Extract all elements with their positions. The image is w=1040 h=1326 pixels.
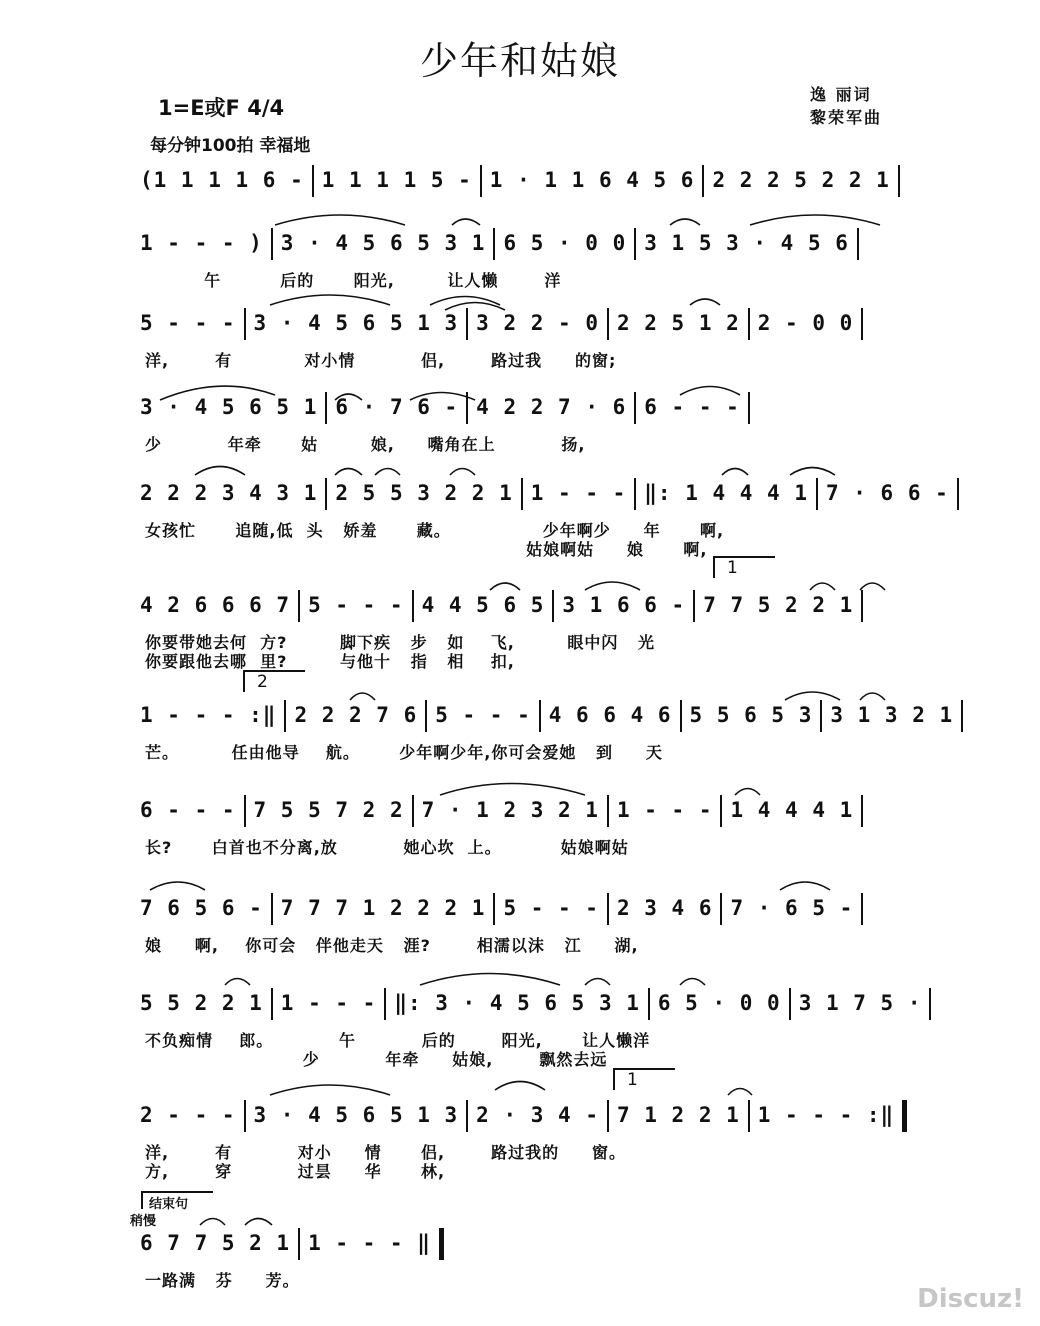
slur [195, 467, 245, 476]
measure: 3 1 6 6 - [562, 593, 686, 617]
measure: 7 · 6 6 - [825, 481, 949, 505]
slur [722, 469, 748, 476]
slur [200, 1219, 225, 1226]
measure: 1 4 4 4 1 [730, 798, 854, 822]
measure: 1 - - - ‖ [308, 1231, 431, 1255]
slur [245, 1219, 272, 1226]
slur [275, 215, 405, 225]
slur [420, 974, 560, 986]
measure: 7 6 5 6 - [140, 896, 263, 920]
measure: 2 - 0 0 [757, 311, 854, 335]
measure: 5 - - - [435, 703, 531, 727]
measure: 6 7 7 5 2 1 [140, 1231, 291, 1255]
tempo-marking: 每分钟100拍 幸福地 [150, 136, 311, 156]
slur [585, 582, 640, 590]
measure: 2 2 5 1 2 [616, 311, 740, 335]
volta-number: 1 [627, 1070, 638, 1090]
slur [350, 693, 375, 700]
measure: 5 5 6 5 3 [689, 703, 813, 727]
lyric-line: 不负痴情 郎。 午 后的 阳光, 让人懒洋 [145, 1031, 651, 1050]
slur [680, 387, 740, 396]
measure: 4 6 6 4 6 [548, 703, 672, 727]
measure: 6 · 7 6 - [335, 395, 459, 419]
watermark: Discuz! [917, 1284, 1024, 1314]
slur [860, 583, 885, 590]
slur [490, 583, 520, 590]
slur [670, 219, 700, 225]
slur [335, 469, 362, 476]
measure: 6 - - - [140, 798, 236, 822]
lyric-line: 午 后的 阳光, 让人懒 洋 [145, 271, 562, 290]
measure: 3 1 3 2 1 [830, 703, 954, 727]
slur [440, 784, 585, 796]
measure: 7 1 2 2 1 [616, 1103, 740, 1127]
slur [790, 468, 835, 476]
measure: 2 5 5 3 2 2 1 [335, 481, 513, 505]
measure: 6 5 · 0 0 [503, 231, 627, 255]
measure: 2 · 3 4 - [476, 1103, 599, 1127]
composer-credit: 黎荣军曲 [810, 108, 883, 127]
measure: 1 - - - :‖ [140, 703, 277, 727]
lyric-line: 你要带她去何 方? 脚下疾 步 如 飞, 眼中闪 光 [145, 633, 656, 652]
lyric-line: 少 年牵 姑娘, 飘然去远 [145, 1050, 608, 1069]
measure: 3 · 4 5 6 5 1 3 [253, 311, 459, 335]
measure: 2 3 4 6 [616, 896, 713, 920]
slur [728, 1089, 752, 1096]
lyric-line: 芒。 任由他导 航。 少年啊少年,你可会爱她 到 天 [145, 743, 663, 762]
lyric-line: 女孩忙 追随,低 头 娇羞 藏。 少年啊少 年 啊, [145, 521, 725, 540]
lyric-line: 少 年牵 姑 娘, 嘴角在上 扬, [145, 435, 586, 454]
measure: 7 7 5 2 2 1 [703, 593, 854, 617]
measure: 5 - - - [308, 593, 404, 617]
measure: 4 2 2 7 · 6 [476, 395, 627, 419]
measure: 1 · 1 1 6 4 5 6 [489, 168, 695, 192]
measure: 6 5 · 0 0 [657, 991, 781, 1015]
measure: 7 5 5 7 2 2 [253, 798, 404, 822]
slur [785, 692, 840, 700]
measure: 5 - - - [140, 311, 236, 335]
slur [225, 979, 250, 986]
measure: 1 - - - [616, 798, 713, 822]
slur [690, 299, 720, 305]
slur [585, 979, 610, 986]
slur [860, 693, 885, 700]
slur [780, 882, 830, 890]
slur [810, 583, 835, 590]
slur [450, 469, 475, 476]
measure: 3 1 7 5 · [798, 991, 922, 1015]
slur [375, 469, 400, 476]
measure: 2 2 2 3 4 3 1 [140, 481, 318, 505]
slur [735, 789, 760, 796]
lyric-line: 长? 白首也不分离,放 她心坎 上。 姑娘啊姑 [145, 838, 629, 857]
lyric-line: 方, 穿 过昙 华 林, [145, 1162, 446, 1181]
slur [160, 386, 275, 400]
measure: (1 1 1 1 6 - [140, 168, 304, 192]
lyric-line: 洋, 有 对小情 侣, 路过我 的窗; [145, 351, 617, 370]
lyric-line: 你要跟他去哪 里? 与他十 指 相 扣, [145, 652, 515, 671]
volta-number: 1 [727, 558, 738, 578]
measure: 1 - - - [530, 481, 627, 505]
lyric-line: 洋, 有 对小 情 侣, 路过我的 窗。 [145, 1143, 626, 1162]
measure: 2 2 2 5 2 2 1 [712, 168, 890, 192]
slur [150, 882, 205, 890]
measure: 1 - - - :‖ [757, 1103, 895, 1127]
slur [495, 1082, 545, 1091]
measure: 4 4 5 6 5 [421, 593, 545, 617]
measure: 3 · 4 5 6 5 1 [140, 395, 318, 419]
measure: 1 - - - ) [140, 231, 263, 255]
measure: 3 · 4 5 6 5 1 3 [253, 1103, 459, 1127]
slur [452, 219, 480, 225]
measure: 2 - - - [140, 1103, 236, 1127]
measure: 4 2 6 6 6 7 [140, 593, 291, 617]
measure: 2 2 2 7 6 [294, 703, 418, 727]
measure: 1 - - - [280, 991, 377, 1015]
slur [680, 979, 705, 986]
measure: 3 2 2 - 0 [476, 311, 599, 335]
measure: 7 · 1 2 3 2 1 [421, 798, 599, 822]
key-signature: 1=E或F 4/4 [158, 96, 285, 120]
measure: ‖: 3 · 4 5 6 5 3 1 [394, 991, 640, 1015]
volta-number: 2 [257, 672, 268, 692]
measure: 5 5 2 2 1 [140, 991, 263, 1015]
measure: 7 · 6 5 - [730, 896, 854, 920]
measure: 7 7 7 1 2 2 2 1 [280, 896, 486, 920]
song-title: 少年和姑娘 [419, 39, 620, 83]
measure: 6 - - - [644, 395, 740, 419]
slur [270, 295, 390, 305]
coda-label: 结束句 [149, 1197, 189, 1212]
lyricist-credit: 逸 丽词 [810, 85, 872, 104]
slur [410, 393, 475, 401]
measure: 1 1 1 1 5 - [321, 168, 472, 192]
slur [750, 215, 880, 225]
measure: ‖: 1 4 4 4 1 [644, 481, 808, 505]
slur [270, 1085, 390, 1095]
lyric-line: 一路满 芬 芳。 [145, 1271, 300, 1290]
slur [335, 394, 362, 400]
measure: 3 1 5 3 · 4 5 6 [644, 231, 849, 255]
measure: 5 - - - [503, 896, 599, 920]
lyric-line: 姑娘啊姑 娘 啊, [145, 540, 708, 559]
coda-tempo: 稍慢 [130, 1214, 157, 1229]
measure: 3 · 4 5 6 5 3 1 [280, 231, 486, 255]
lyric-line: 娘 啊, 你可会 伴他走天 涯? 相濡以沫 江 湖, [145, 936, 639, 955]
